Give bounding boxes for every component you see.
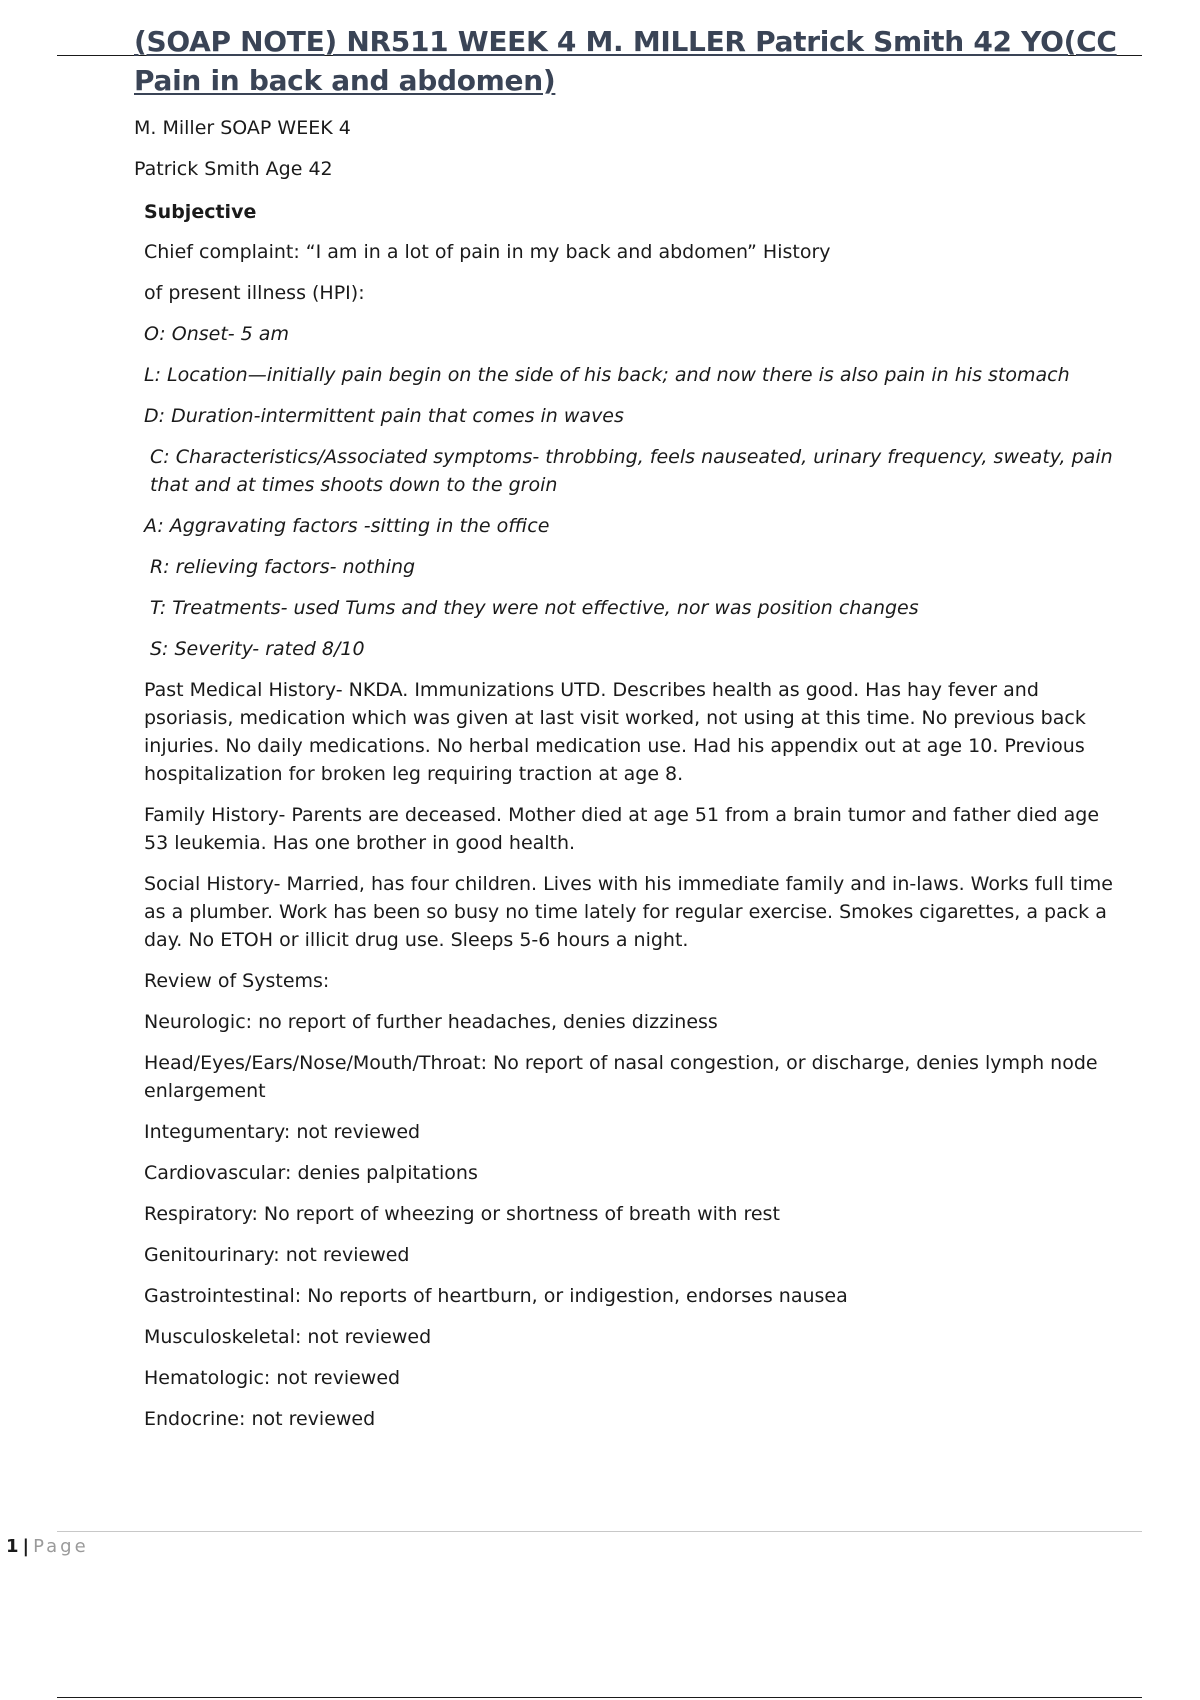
page-footer <box>6 1535 89 1559</box>
hpi-location: L: Location—initially pain begin on the side of his back; and now there is also pain in his stomach <box>144 364 1070 386</box>
hpi-treatments: T: Treatments- used Tums and they were not effective, nor was position changes <box>150 597 919 619</box>
document-subtitle: M. Miller SOAP WEEK 4 <box>134 117 351 139</box>
ros-item: Endocrine: not reviewed <box>144 1408 376 1430</box>
patient-line: Patrick Smith Age 42 <box>134 158 333 180</box>
ros-item: Head/Eyes/Ears/Nose/Mouth/Throat: No report of nasal congestion, or discharge, denies lymph node enlargement <box>144 1052 1098 1102</box>
ros-item: Neurologic: no report of further headaches, denies dizziness <box>144 1011 718 1033</box>
page-label: Page <box>33 1536 89 1557</box>
chief-complaint: Chief complaint: “I am in a lot of pain in my back and abdomen” History <box>144 241 831 263</box>
ros-item: Respiratory: No report of wheezing or shortness of breath with rest <box>144 1203 780 1225</box>
footer-separator: | <box>22 1536 30 1557</box>
hpi-duration: D: Duration-intermittent pain that comes in waves <box>144 405 624 427</box>
page-break-rule <box>57 1697 1142 1698</box>
social-history: Social History- Married, has four children. Lives with his immediate family and in-laws. Works full time as a plumber. Work has been so busy no time lately for regular exercise. Smokes cigarettes, a pack a day. No ETOH or illicit drug use. Sleeps 5-6 hours a night. <box>144 873 1113 951</box>
ros-item: Hematologic: not reviewed <box>144 1367 401 1389</box>
section-heading-subjective: Subjective <box>144 201 257 223</box>
family-history: Family History- Parents are deceased. Mother died at age 51 from a brain tumor and father died age 53 leukemia. Has one brother in good health. <box>144 804 1100 854</box>
ros-item: Genitourinary: not reviewed <box>144 1244 410 1266</box>
page-number: 1 <box>6 1536 19 1557</box>
hpi-relieving: R: relieving factors- nothing <box>150 556 416 578</box>
hpi-characteristics: C: Characteristics/Associated symptoms- throbbing, feels nauseated, urinary frequency, sweaty, pain that and at times shoots down to the groin <box>150 446 1113 496</box>
note-body <box>144 198 1124 1446</box>
ros-heading: Review of Systems: <box>144 970 330 992</box>
hpi-aggravating: A: Aggravating factors -sitting in the office <box>144 515 550 537</box>
hpi-severity: S: Severity- rated 8/10 <box>150 638 365 660</box>
ros-item: Musculoskeletal: not reviewed <box>144 1326 432 1348</box>
hpi-label: of present illness (HPI): <box>144 282 365 304</box>
ros-item: Integumentary: not reviewed <box>144 1121 421 1143</box>
document-title: (SOAP NOTE) NR511 WEEK 4 M. MILLER Patrick Smith 42 YO(CC Pain in back and abdomen) <box>134 25 1117 97</box>
footer-rule <box>57 1531 1142 1532</box>
ros-item: Cardiovascular: denies palpitations <box>144 1162 478 1184</box>
past-medical-history: Past Medical History- NKDA. Immunizations UTD. Describes health as good. Has hay fever and psoriasis, medication which was given at last visit worked, not using at this time. No previous back injuries. No daily medications. No herbal medication use. Had his appendix out at age 10. Previous hospitalization for broken leg requiring traction at age 8. <box>144 679 1086 785</box>
hpi-onset: O: Onset- 5 am <box>144 323 289 345</box>
ros-item: Gastrointestinal: No reports of heartburn, or indigestion, endorses nausea <box>144 1285 848 1307</box>
